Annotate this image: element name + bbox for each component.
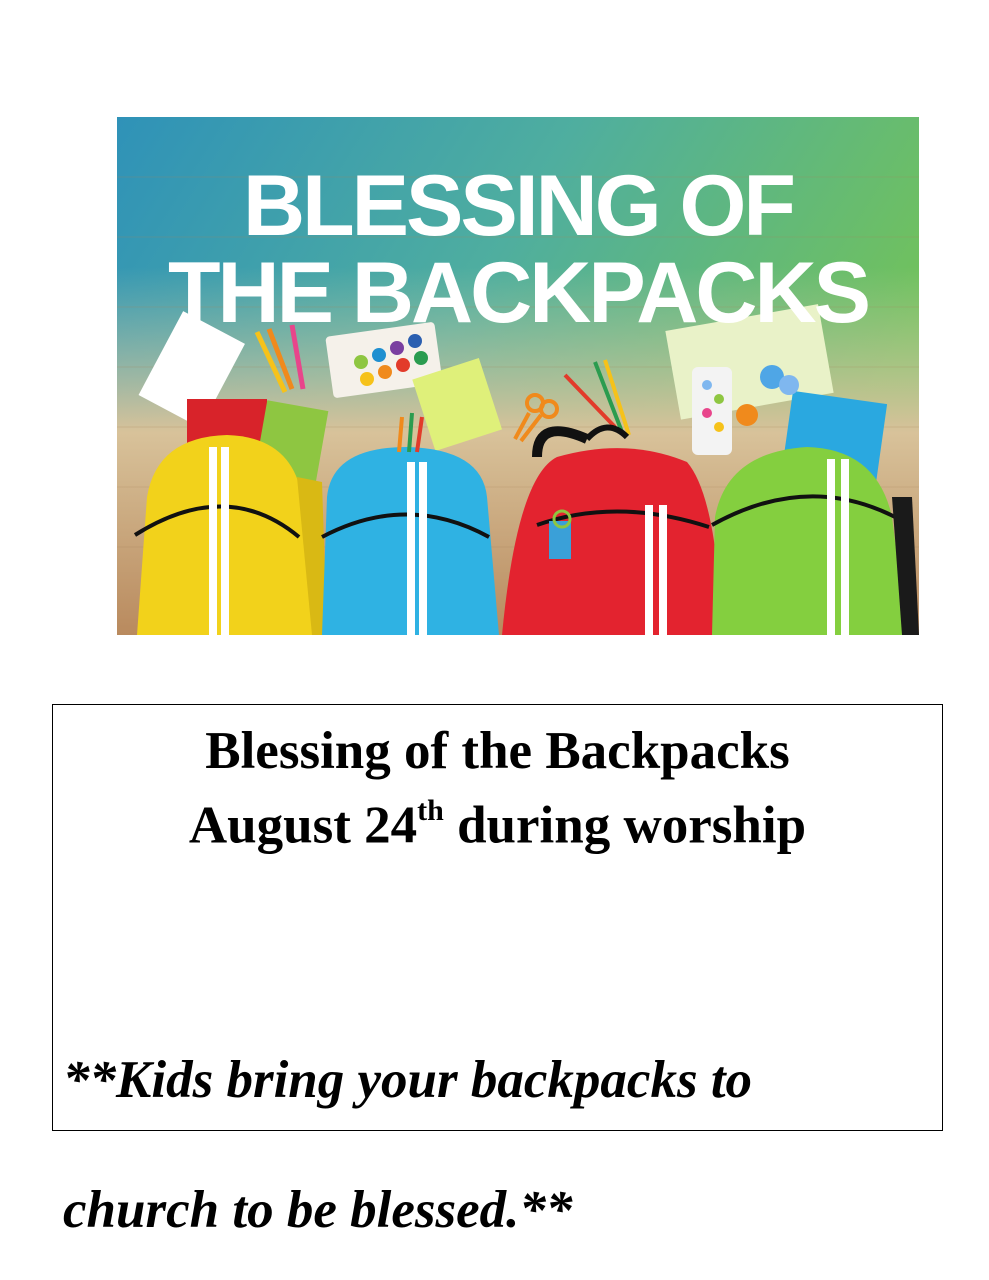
announcement-box: [52, 704, 943, 1239]
note-line1: **Kids bring your backpacks to: [63, 1051, 753, 1109]
blessing-banner-image: [117, 117, 919, 635]
note-line2: church to be blessed.**: [63, 1181, 573, 1239]
heading-line2-ordinal: th: [417, 794, 444, 827]
heading-line1: Blessing of the Backpacks: [205, 722, 790, 780]
banner-title-line1: BLESSING OF: [243, 158, 793, 254]
heading-line2-suffix: during worship: [443, 796, 807, 855]
backpacks-illustration: [117, 117, 919, 635]
banner-title-line2: THE BACKPACKS: [168, 245, 868, 341]
heading-line2-prefix: August 24: [188, 796, 418, 855]
announcement-note: [63, 983, 932, 1243]
announcement-heading: [53, 719, 942, 858]
